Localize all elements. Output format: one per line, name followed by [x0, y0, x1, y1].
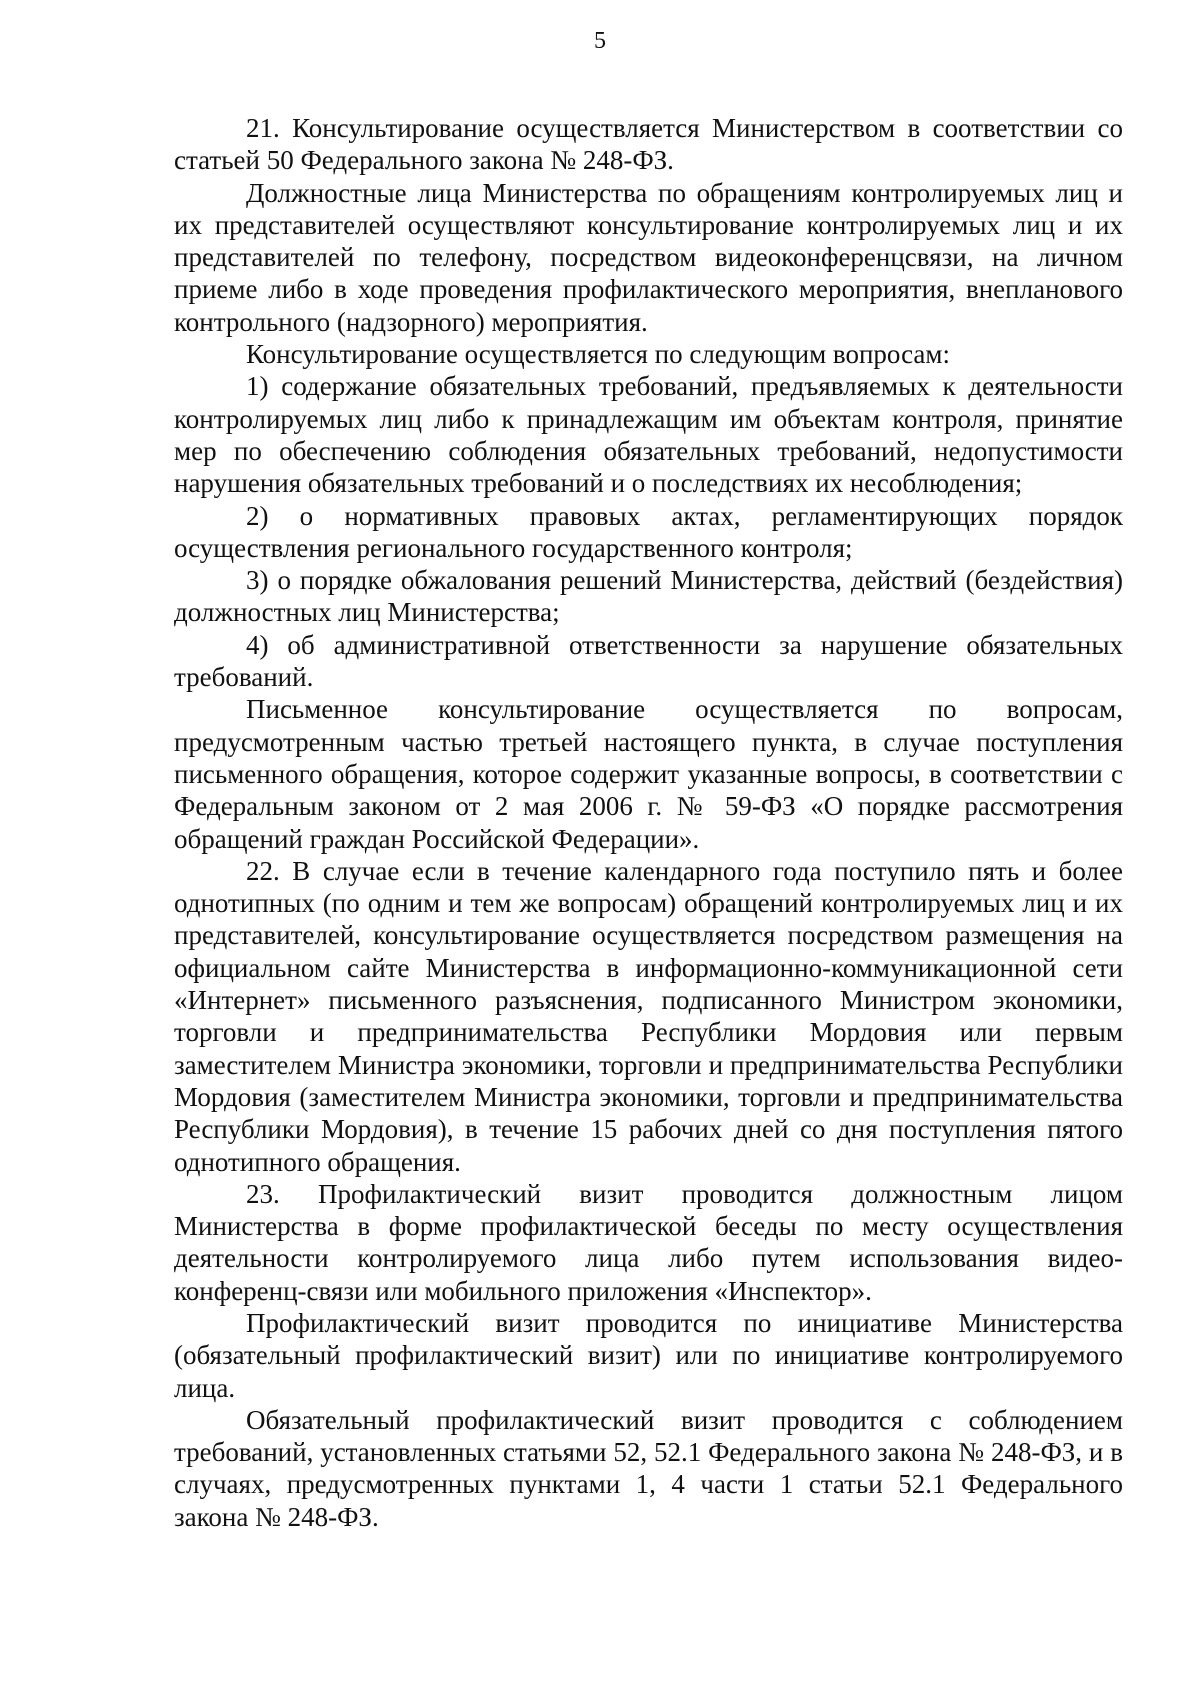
document-body	[174, 112, 1123, 1533]
list-item-1: 1) содержание обязательных требований, предъявляемых к деятельности контролируемых лиц либо к принадлежащим им объектам контроля, принятие мер по обеспечению соблюдения обязательных требований, недопустимости нарушения обязательных требований и о последствиях их несоблюдения;	[174, 371, 1123, 499]
paragraph-officials-consulting: Должностные лица Министерства по обращениям контролируемых лиц и их представителей осуществляют консультирование контролируемых лиц и их представителей по телефону, посредством видеоконференцсвязи, на личном приеме либо в ходе проведения профилактического мероприятия, внепланового контрольного (надзорного) мероприятия.	[174, 177, 1123, 337]
paragraph-23: 23. Профилактический визит проводится должностным лицом Министерства в форме профилактической беседы по месту осуществления деятельности контролируемого лица либо путем использования видео-конференц-связи или мобильного приложения «Инспектор».	[174, 1178, 1123, 1306]
paragraph-written-consulting: Письменное консультирование осуществляется по вопросам, предусмотренным частью третьей настоящего пункта, в случае поступления письменного обращения, которое содержит указанные вопросы, в соответствии с Федеральным законом от 2 мая 2006 г. № 59-ФЗ «О порядке рассмотрения обращений граждан Российской Федерации».	[174, 694, 1123, 854]
paragraph-consulting-topics: Консультирование осуществляется по следующим вопросам:	[246, 339, 950, 370]
paragraph-22: 22. В случае если в течение календарного года поступило пять и более однотипных (по одним и тем же вопросам) обращений контролируемых лиц и их представителей, консультирование осуществляется посредством размещения на официальном сайте Министерства в информационно-коммуникационной сети «Интернет» письменного разъяснения, подписанного Министром экономики, торговли и предпринимательства Республики Мордовия или первым заместителем Министра экономики, торговли и предпринимательства Республики Мордовия (заместителем Министра экономики, торговли и предпринимательства Республики Мордовия), в течение 15 рабочих дней со дня поступления пятого однотипного обращения.	[174, 855, 1123, 1177]
paragraph-mandatory-visit: Обязательный профилактический визит проводится с соблюдением требований, установленных статьями 52, 52.1 Федерального закона № 248-ФЗ, и в случаях, предусмотренных пунктами 1, 4 части 1 статьи 52.1 Федерального закона № 248-ФЗ.	[174, 1404, 1123, 1532]
page-number: 5	[594, 28, 606, 54]
paragraph-visit-initiative: Профилактический визит проводится по инициативе Министерства (обязательный профилактический визит) или по инициативе контролируемого лица.	[174, 1307, 1123, 1403]
paragraph-21: 21. Консультирование осуществляется Министерством в соответствии со статьей 50 Федерального закона № 248-ФЗ.	[174, 113, 1123, 176]
list-item-2: 2) о нормативных правовых актах, регламентирующих порядок осуществления регионального государственного контроля;	[174, 500, 1123, 563]
list-item-3: 3) о порядке обжалования решений Министерства, действий (бездействия) должностных лиц Министерства;	[174, 565, 1123, 628]
list-item-4: 4) об административной ответственности за нарушение обязательных требований.	[174, 629, 1123, 693]
